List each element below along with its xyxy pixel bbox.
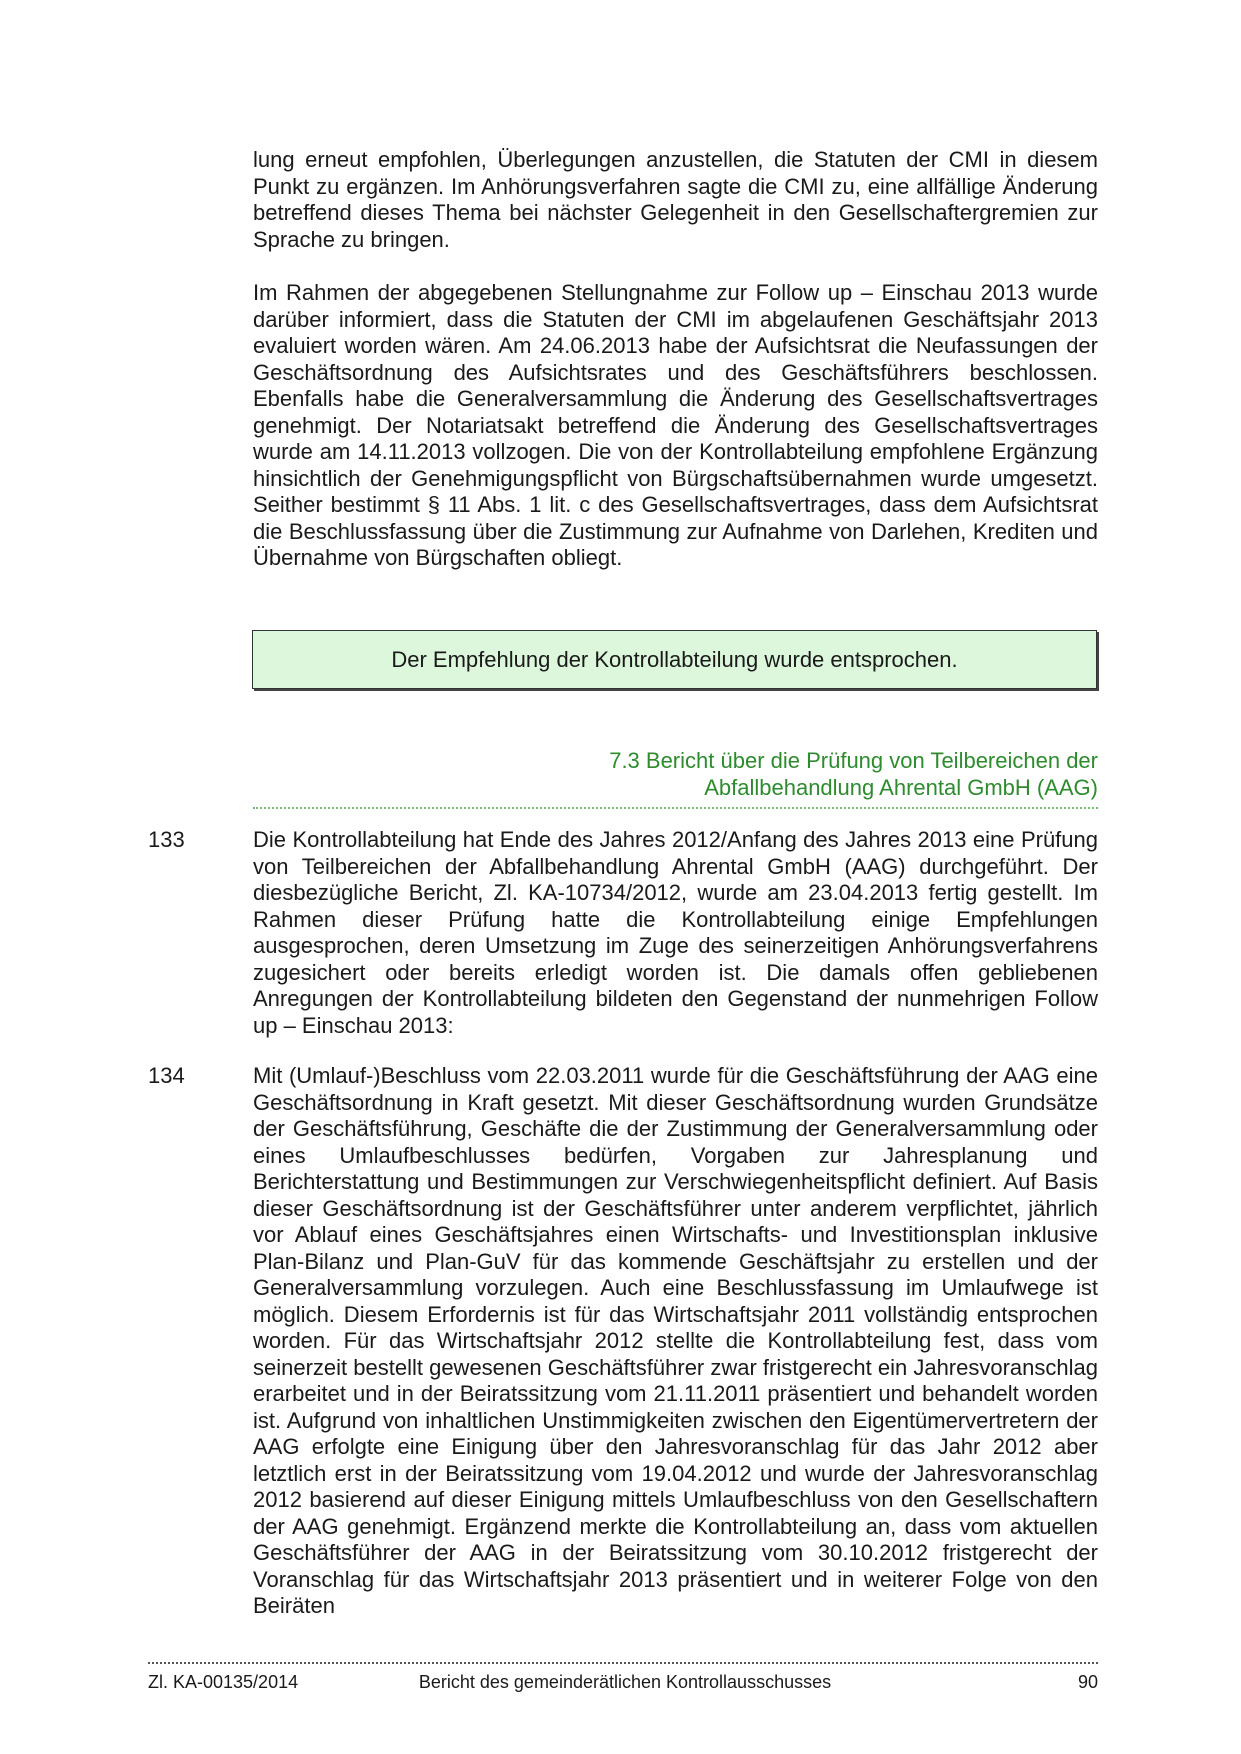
recommendation-implemented-box	[252, 630, 1097, 689]
section-heading-7-3	[253, 748, 1098, 801]
heading-line-2: Abfallbehandlung Ahrental GmbH (AAG)	[704, 774, 1098, 800]
paragraph-cmi-statutes: lung erneut empfohlen, Überlegungen anzustellen, die Statuten der CMI in diesem Punkt zu ergänzen. Im Anhörungsverfahren sagte die CMI zu, eine allfällige Änderung betreffend dieses Thema bei nächster Gelegenheit in den Gesellschaftergremien zur Sprache zu bringen.	[253, 147, 1098, 252]
paragraph-number-134: 134	[148, 1063, 185, 1088]
heading-divider	[253, 807, 1098, 809]
paragraph-number-133: 133	[148, 827, 185, 852]
paragraph-133: Die Kontrollabteilung hat Ende des Jahres 2012/Anfang des Jahres 2013 eine Prüfung von Teilbereichen der Abfallbehandlung Ahrental GmbH (AAG) durchgeführt. Der diesbezügliche Bericht, Zl. KA-10734/2012, wurde am 23.04.2013 fertig gestellt. Im Rahmen dieser Prüfung hatte die Kontrollabteilung einige Empfehlungen ausgesprochen, deren Umsetzung im Zuge des seinerzeitigen Anhörungsverfahrens zugesichert oder bereits erledigt worden ist. Die damals offen gebliebenen Anregungen der Kontrollabteilung bildeten den Gegenstand der nunmehrigen Follow up – Einschau 2013:	[253, 827, 1098, 1038]
footer-reference: Zl. KA-00135/2014	[148, 1672, 299, 1692]
footer-title: Bericht des gemeinderätlichen Kontrollausschusses	[418, 1672, 832, 1692]
paragraph-follow-up-statement: Im Rahmen der abgegebenen Stellungnahme zur Follow up – Einschau 2013 wurde darüber informiert, dass die Statuten der CMI im abgelaufenen Geschäftsjahr 2013 evaluiert worden wären. Am 24.06.2013 habe der Aufsichtsrat die Neufassungen der Geschäftsordnung des Aufsichtsrates und des Geschäftsführers beschlossen. Ebenfalls habe die Generalversammlung die Änderung des Gesellschaftsvertrages genehmigt. Der Notariatsakt betreffend die Änderung des Gesellschaftsvertrages wurde am 14.11.2013 vollzogen. Die von der Kontrollabteilung empfohlene Ergänzung hinsichtlich der Genehmigungspflicht von Bürgschaftsübernahmen wurde umgesetzt. Seither bestimmt § 11 Abs. 1 lit. c des Gesellschaftsvertrages, dass dem Aufsichtsrat die Beschlussfassung über die Zustimmung zur Aufnahme von Darlehen, Krediten und Übernahme von Bürgschaften obliegt.	[253, 280, 1098, 570]
paragraph-134: Mit (Umlauf-)Beschluss vom 22.03.2011 wurde für die Geschäftsführung der AAG eine Geschäftsordnung in Kraft gesetzt. Mit dieser Geschäftsordnung wurden Grundsätze der Geschäftsführung, Geschäfte die der Zustimmung der Generalversammlung oder eines Umlaufbeschlusses bedürfen, Vorgaben zur Jahresplanung und Berichterstattung und Bestimmungen zur Verschwiegenheitspflicht definiert. Auf Basis dieser Geschäftsordnung ist der Geschäftsführer unter anderem verpflichtet, jährlich vor Ablauf eines Geschäftsjahres einen Wirtschafts- und Investitionsplan inklusive Plan-Bilanz und Plan-GuV für das kommende Geschäftsjahr zu erstellen und der Generalversammlung vorzulegen. Auch eine Beschlussfassung im Umlaufwege ist möglich. Diesem Erfordernis ist für das Wirtschaftsjahr 2011 vollständig entsprochen worden. Für das Wirtschaftsjahr 2012 stellte die Kontrollabteilung fest, dass vom seinerzeit bestellt gewesenen Geschäftsführer zwar fristgerecht ein Jahresvoranschlag erarbeitet und in der Beiratssitzung vom 21.11.2011 präsentiert und behandelt worden ist. Aufgrund von inhaltlichen Unstimmigkeiten zwischen den Eigentümervertretern der AAG erfolgte eine Einigung über den Jahresvoranschlag für das Jahr 2012 aber letztlich erst in der Beiratssitzung vom 19.04.2012 und wurde der Jahresvoranschlag 2012 basierend auf dieser Einigung mittels Umlaufbeschluss von den Gesellschaftern der AAG genehmigt. Ergänzend merkte die Kontrollabteilung an, dass vom aktuellen Geschäftsführer der AAG in der Beiratssitzung vom 30.10.2012 fristgerecht der Voranschlag für das Wirtschaftsjahr 2013 präsentiert und in weiterer Folge von den Beiräten	[253, 1063, 1098, 1618]
footer-page-number: 90	[1077, 1672, 1098, 1692]
callout-text: Der Empfehlung der Kontrollabteilung wurde entsprochen.	[391, 646, 958, 672]
footer-divider	[148, 1662, 1098, 1664]
heading-line-1: 7.3 Bericht über die Prüfung von Teilbereichen der	[609, 748, 1098, 773]
